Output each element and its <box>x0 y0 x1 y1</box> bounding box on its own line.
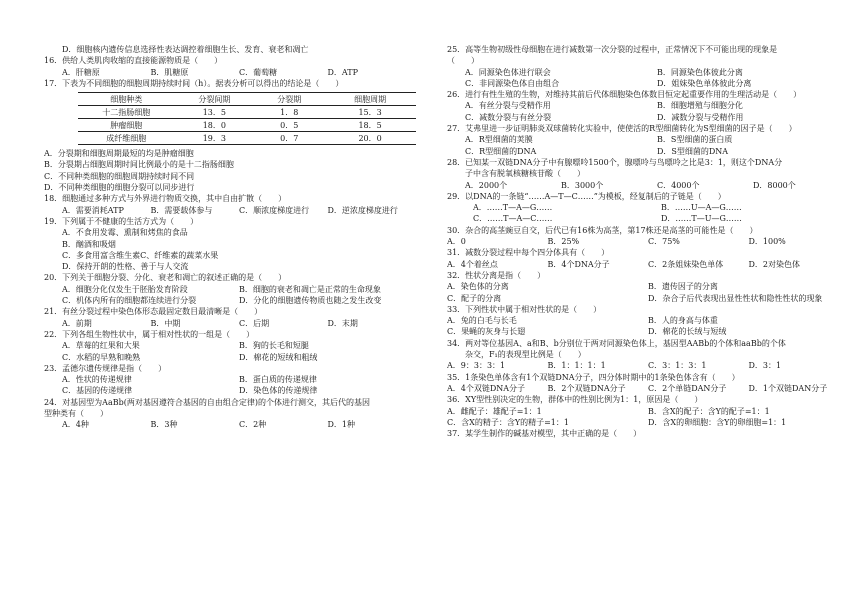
option-item: D．3：1 <box>748 361 782 371</box>
option-item: D．2对染色体 <box>748 259 801 269</box>
options-row <box>447 293 849 304</box>
options-row <box>447 67 849 78</box>
table-cell: 0．7 <box>254 132 324 145</box>
options-row <box>447 281 849 292</box>
options-row <box>447 146 849 157</box>
options-row <box>447 315 849 326</box>
option-item: C．水稻的早熟和晚熟 <box>62 352 141 362</box>
question-line: B．酗酒和吸烟 <box>62 239 116 249</box>
table-cell: 18．0 <box>175 119 255 132</box>
option-item: A．兔的白毛与长毛 <box>447 316 517 326</box>
options-row <box>447 213 849 224</box>
options-row <box>44 67 416 78</box>
option-item: C．R型细菌的DNA <box>465 146 537 156</box>
option-item: C．2条姐妹染色单体 <box>648 259 724 269</box>
option-item: B．25% <box>547 237 580 247</box>
question-line: 37．某学生制作的碱基对模型，其中正确的是（ ） <box>447 429 642 439</box>
option-item: D．杂合子后代表现出显性性状和隐性性状的现象 <box>648 293 823 303</box>
option-item: A．前期 <box>62 318 92 328</box>
question-line: （ ） <box>447 56 479 66</box>
question-line: 26．进行有性生殖的生物，对维持其前后代体细胞染色体数目恒定起重要作用的生理活动是（ ） <box>447 90 802 100</box>
question-line: A．不食用发霉、熏制和烤焦的食品 <box>62 228 188 238</box>
table-cell: 分裂期 <box>254 93 324 106</box>
table-row <box>78 119 416 132</box>
right-column <box>447 44 849 439</box>
table-cell: 分裂间期 <box>175 93 255 106</box>
option-item: B．遗传因子的分离 <box>648 282 718 292</box>
option-item: B．同源染色体彼此分离 <box>657 67 743 77</box>
option-item: D．棉花的长绒与短绒 <box>648 327 727 337</box>
table-cell: 肿瘤细胞 <box>78 119 175 132</box>
option-item: C．含X的精子：含Y的精子=1：1 <box>447 417 569 427</box>
option-item: A．雌配子：雄配子=1：1 <box>447 406 542 416</box>
options-row <box>447 383 849 394</box>
option-item: B．中期 <box>150 318 181 328</box>
question-line: 23．孟德尔遗传规律是指（ ） <box>44 363 167 373</box>
option-item: B．肌糖原 <box>150 67 189 77</box>
options-row <box>44 385 416 396</box>
option-item: A．2000个 <box>465 180 508 190</box>
options-row <box>447 326 849 337</box>
question-line: 30．杂合的高茎豌豆自交，后代已有16株为高茎，第17株还是高茎的可能性是（ ） <box>447 225 758 235</box>
question-line: 16．供给人类肌肉收缩的直接能源物质是（ ） <box>44 56 223 66</box>
option-item: A．4个双链DNA分子 <box>447 383 526 393</box>
option-item: D．100% <box>748 237 786 247</box>
table-cell: 0．5 <box>254 119 324 132</box>
option-item: C．顺浓度梯度进行 <box>239 205 310 215</box>
option-item: A．细胞分化仅发生于胚胎发育阶段 <box>62 284 188 294</box>
table-row <box>78 106 416 119</box>
question-line: 33．下列性状中属于相对性状的是（ ） <box>447 304 602 314</box>
question-line: C．多食用富含维生素C、纤维素的蔬菜水果 <box>62 250 219 260</box>
option-item: D．S型细菌的DNA <box>657 146 729 156</box>
table-cell: 十二指肠细胞 <box>78 106 175 119</box>
option-item: D．末期 <box>327 318 358 328</box>
question-line: B．分裂期占细胞周期时间比例最小的是十二指肠细胞 <box>44 160 234 170</box>
question-line: 35．1条染色单体含有1个双链DNA分子，四分体时期中的1条染色体含有（ ） <box>447 372 740 382</box>
option-item: D．染色体的传递规律 <box>239 386 318 396</box>
option-item: A．……T—A—G…… <box>473 203 553 213</box>
question-line: D．保持开朗的性格、善于与人交流 <box>62 262 189 272</box>
option-item: A．4种 <box>62 420 89 430</box>
options-row <box>447 417 849 428</box>
table-cell: 13．5 <box>175 106 255 119</box>
option-item: A．0 <box>447 237 466 247</box>
options-row <box>44 340 416 351</box>
option-item: C．4000个 <box>657 180 700 190</box>
option-item: C．3：1：3：1 <box>648 361 707 371</box>
option-item: A．染色体的分离 <box>447 282 509 292</box>
option-item: B．4个DNA分子 <box>547 259 610 269</box>
question-line: 36．XY型性别决定的生物，群体中的性别比例为1：1，原因是（ ） <box>447 395 703 405</box>
option-item: A．性状的传递规律 <box>62 375 132 385</box>
option-item: B．1：1：1：1 <box>547 361 606 371</box>
cell-cycle-table <box>78 92 416 145</box>
option-item: D．1种 <box>327 420 356 430</box>
options-row <box>447 100 849 111</box>
question-line: 杂交，F₁的表现型比例是（ ） <box>465 350 586 360</box>
option-item: C．机体内所有的细胞都连续进行分裂 <box>62 296 197 306</box>
option-item: C．减数分裂与有丝分裂 <box>465 112 552 122</box>
option-item: B．细胞增殖与细胞分化 <box>657 101 743 111</box>
option-item: C．后期 <box>239 318 270 328</box>
left-column <box>44 44 416 431</box>
option-item: B．蛋白质的传递规律 <box>239 375 317 385</box>
question-line: 31．减数分裂过程中每个四分体具有（ ） <box>447 248 610 258</box>
question-line: 型种类有（ ） <box>44 409 108 419</box>
options-row <box>447 236 849 247</box>
option-item: D．逆浓度梯度进行 <box>327 205 398 215</box>
option-item: A．草莓的红果和大果 <box>62 341 140 351</box>
options-row <box>44 352 416 363</box>
question-line: 29．以DNA的一条链“……A—T—C……”为模板，经复制后的子链是（ ） <box>447 191 726 201</box>
option-item: D．含X的卵细胞：含Y的卵细胞=1：1 <box>648 417 787 427</box>
options-row <box>447 406 849 417</box>
option-item: A．肝糖原 <box>62 67 100 77</box>
options-row <box>44 419 416 430</box>
table-cell: 成纤维细胞 <box>78 132 175 145</box>
option-item: B．3000个 <box>561 180 604 190</box>
option-item: B．3种 <box>150 420 178 430</box>
option-item: D．8000个 <box>753 180 796 190</box>
option-item: A．同源染色体进行联会 <box>465 67 551 77</box>
options-row <box>447 360 849 371</box>
option-item: B．人的身高与体重 <box>648 316 718 326</box>
question-line: 24．对基因型为AaBb(两对基因遵符合基因的自由组合定律)的个体进行测交，其后代的基因 <box>44 397 370 407</box>
option-item: A．需要消耗ATP <box>62 205 124 215</box>
option-item: C．75% <box>648 237 680 247</box>
option-item: C．2个单链DAN分子 <box>648 383 727 393</box>
option-item: A．4个着丝点 <box>447 259 498 269</box>
option-item: B．S型细菌的蛋白质 <box>657 135 733 145</box>
question-line: C．不同种类细胞的细胞周期持续时间不同 <box>44 171 195 181</box>
option-item: B．细胞的衰老和凋亡是正常的生命现象 <box>239 284 381 294</box>
question-line: 子中含有脱氧核糖核苷酸（ ） <box>465 169 585 179</box>
options-row <box>44 205 416 216</box>
question-line: 25．高等生物初级性母细胞在进行减数第一次分裂的过程中，正常情况下不可能出现的现象是 <box>447 45 778 54</box>
option-item: D．减数分裂与受精作用 <box>657 112 744 122</box>
table-cell: 20．0 <box>324 132 416 145</box>
option-item: C．非同源染色体自由组合 <box>465 78 560 88</box>
option-item: A．9：3：3：1 <box>447 361 506 371</box>
options-row <box>447 180 849 191</box>
table-header-row <box>78 93 416 106</box>
question-line: 32．性状分离是指（ ） <box>447 270 546 280</box>
table-cell: 1．8 <box>254 106 324 119</box>
options-row <box>44 374 416 385</box>
question-line: 34．两对等位基因A、a和B、b分别位于两对同源染色体上，基因型AABb的个体和aaBb的个体 <box>447 338 786 348</box>
question-line: 18．细胞通过多种方式与外界进行物质交换，其中自由扩散（ ） <box>44 194 287 204</box>
option-item: A．有丝分裂与受精作用 <box>465 101 551 111</box>
table-cell: 细胞周期 <box>324 93 416 106</box>
question-line: 17．下表为不同细胞的细胞周期持续时间（h）。据表分析可以得出的结论是（ ） <box>44 78 344 88</box>
table-cell: 15．3 <box>324 106 416 119</box>
question-line: 27．艾弗里进一步证明肺炎双球菌转化实验中，使使活的R型细菌转化为S型细菌的因子是（ ） <box>447 124 797 134</box>
option-item: C．葡萄糖 <box>239 67 278 77</box>
option-item: D．……T—U—G…… <box>661 214 742 224</box>
option-item: B．狗的长毛和短腿 <box>239 341 309 351</box>
option-item: C．……T—A—C…… <box>473 214 553 224</box>
option-item: C．2种 <box>239 420 267 430</box>
options-row <box>447 78 849 89</box>
table-row <box>78 132 416 145</box>
option-item: B．2个双链DNA分子 <box>547 383 626 393</box>
options-row <box>447 112 849 123</box>
option-item: A．R型细菌的荚膜 <box>465 135 533 145</box>
option-item: D．姐妹染色单体彼此分离 <box>657 78 752 88</box>
question-line: 28．已知某一双链DNA分子中有腺嘌呤1500个，腺嘌呤与鸟嘌呤之比是3：1，则这个DNA分 <box>447 157 783 167</box>
option-item: C．基因的传递规律 <box>62 386 133 396</box>
option-item: B．含X的配子：含Y的配子=1：1 <box>648 406 770 416</box>
options-row <box>44 295 416 306</box>
options-row <box>44 284 416 295</box>
option-item: C．配子的分离 <box>447 293 502 303</box>
question-line: D．不同种类细胞的细胞分裂可以同步进行 <box>44 183 195 193</box>
question-line: 20．下列关于细胞分裂、分化、衰老和凋亡的叙述正确的是（ ） <box>44 273 287 283</box>
option-item: D．1个双链DAN分子 <box>748 383 828 393</box>
option-item: D．分化的细胞遗传物质也随之发生改变 <box>239 296 382 306</box>
question-line: D．细胞核内遗传信息选择性表达调控着细胞生长、发育、衰老和凋亡 <box>62 45 309 54</box>
table-cell: 19．3 <box>175 132 255 145</box>
options-row <box>447 134 849 145</box>
question-line: 21．有丝分裂过程中染色体形态最固定数目最清晰是（ ） <box>44 307 263 317</box>
option-item: D．ATP <box>327 67 358 77</box>
question-line: 22．下列各组生物性状中，属于相对性状的一组是（ ） <box>44 329 255 339</box>
question-line: 19．下列属于不健康的生活方式为（ ） <box>44 216 199 226</box>
option-item: B．……U—A—G…… <box>661 203 742 213</box>
option-item: D．棉花的短绒和粗绒 <box>239 352 318 362</box>
options-row <box>44 318 416 329</box>
table-cell: 18．5 <box>324 119 416 132</box>
option-item: B．需要载体参与 <box>150 205 213 215</box>
options-row <box>447 259 849 270</box>
table-cell: 细胞种类 <box>78 93 175 106</box>
option-item: C．果蝇的灰身与长翅 <box>447 327 526 337</box>
question-line: A．分裂期和细胞周期最短的均是肿瘤细胞 <box>44 149 194 159</box>
options-row <box>447 202 849 213</box>
